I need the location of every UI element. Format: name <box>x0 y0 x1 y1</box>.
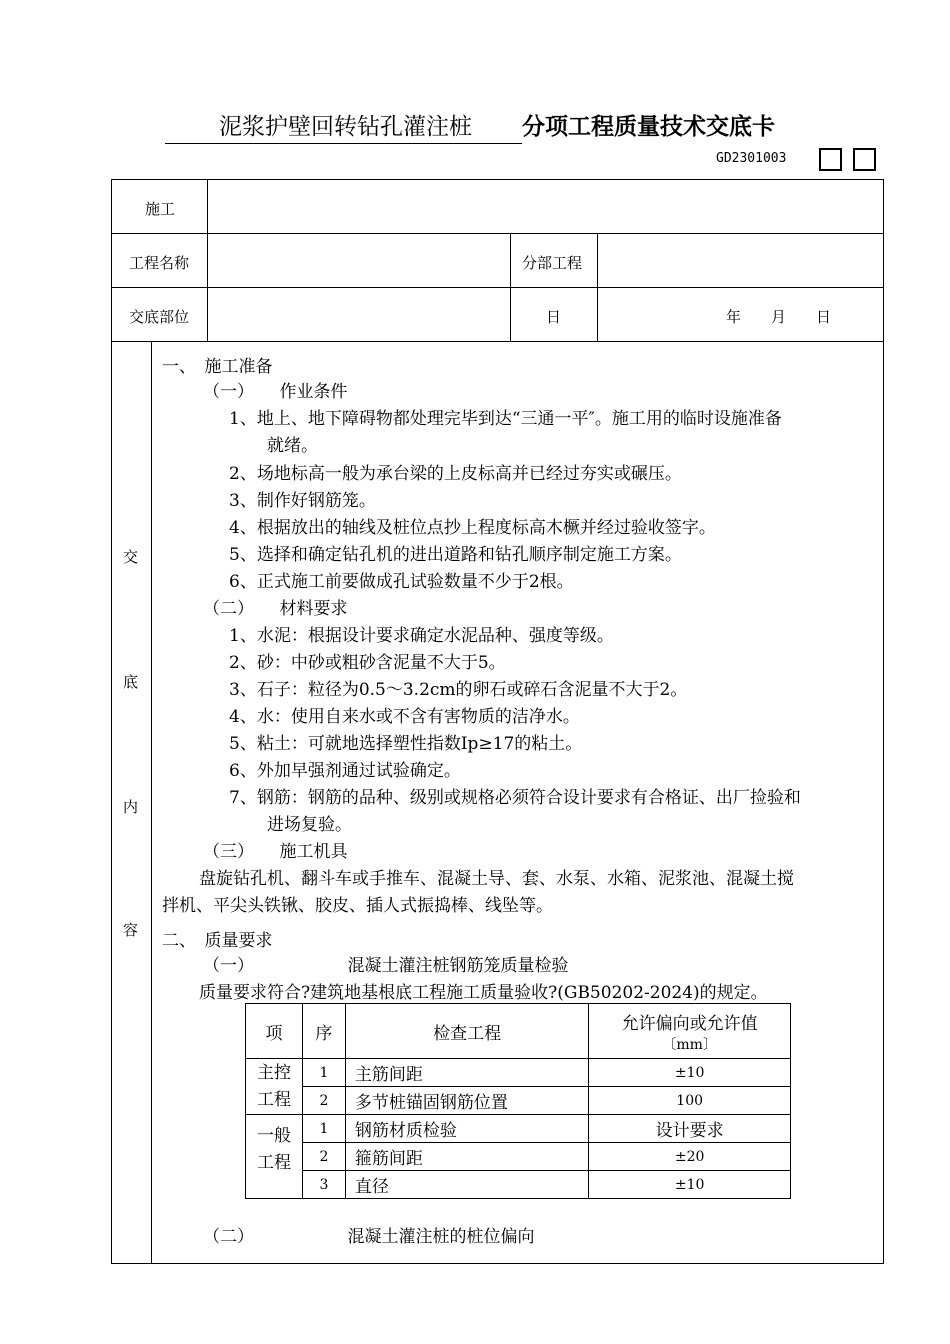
group-general <box>246 1115 303 1199</box>
condition-5: 5、选择和确定钻孔机的进出道路和钻孔顺序制定施工方案。 <box>229 545 682 565</box>
material-2: 2、砂：中砂或粗砂含泥量不大于5。 <box>229 653 506 673</box>
header-item: 项 <box>246 1004 303 1059</box>
date-field: 年 月 日 <box>726 308 832 326</box>
row-divider-2 <box>111 287 884 288</box>
tools-line-1: 盘旋钻孔机、翻斗车或手推车、混凝土导、套、水泵、水箱、泥浆池、混凝土搅 <box>199 869 794 889</box>
material-7b: 进场复验。 <box>267 815 352 835</box>
inspection-table <box>245 1003 791 1199</box>
table-row <box>246 1143 791 1171</box>
label-date: 日 <box>546 308 562 326</box>
table-row <box>246 1059 791 1087</box>
row-item: 主筋间距 <box>345 1059 588 1087</box>
label-disclosure-part: 交底部位 <box>129 308 190 326</box>
row-item: 直径 <box>345 1171 588 1199</box>
subsection-work-conditions: （一） 作业条件 <box>203 382 348 402</box>
side-column-divider <box>151 341 152 1264</box>
row-item: 钢筋材质检验 <box>345 1115 588 1143</box>
material-5: 5、粘土：可就地选择塑性指数Ip≥17的粘土。 <box>229 734 583 754</box>
subsection-materials: （二） 材料要求 <box>203 599 348 619</box>
table-header-row <box>246 1004 791 1059</box>
section-1-heading: 一、 施工准备 <box>162 357 273 377</box>
mid-column-divider-left <box>510 233 511 342</box>
row-value: ±10 <box>589 1171 791 1199</box>
table-row <box>246 1115 791 1143</box>
document-code: GD2301003 <box>716 151 787 166</box>
label-project-name: 工程名称 <box>129 254 190 272</box>
label-sub-project: 分部工程 <box>522 254 583 272</box>
side-label-char-1: 交 <box>123 548 139 566</box>
material-7a: 7、钢筋：钢筋的品种、级别或规格必须符合设计要求有合格证、出厂捡验和 <box>229 788 801 808</box>
side-label-char-3: 内 <box>123 798 139 816</box>
table-row <box>246 1087 791 1115</box>
header-tolerance <box>589 1004 791 1059</box>
condition-2: 2、场地标高一般为承台梁的上皮标高并已经过夯实或碾压。 <box>229 464 682 484</box>
checkbox-2[interactable] <box>853 148 876 171</box>
material-1: 1、水泥：根据设计要求确定水泥品种、强度等级。 <box>229 626 614 646</box>
section-2-heading: 二、 质量要求 <box>162 931 273 951</box>
label-construction: 施工 <box>145 200 176 218</box>
side-label-char-4: 容 <box>123 921 139 939</box>
material-4: 4、水：使用自来水或不含有害物质的洁净水。 <box>229 707 580 727</box>
row-item: 箍筋间距 <box>345 1143 588 1171</box>
group-general-label: 一般工程 <box>256 1126 291 1173</box>
group-main-control <box>246 1059 303 1115</box>
table-border-bottom <box>111 1263 884 1264</box>
header-tolerance-label: 允许偏向或允许值 <box>621 1013 758 1034</box>
row-no: 2 <box>302 1087 345 1115</box>
document-title <box>165 108 775 144</box>
group-main-control-label: 主控工程 <box>256 1062 291 1110</box>
title-project-name: 泥浆护壁回转钻孔灌注桩 <box>165 108 522 144</box>
row-value: ±20 <box>589 1143 791 1171</box>
title-card-name: 分项工程质量技术交底卡 <box>522 114 775 140</box>
table-border-top <box>111 179 884 180</box>
subsection-pile-deviation: （二） 混凝土灌注桩的桩位偏向 <box>203 1227 535 1247</box>
header-tolerance-unit: 〔mm〕 <box>662 1036 717 1053</box>
label-column-divider <box>207 179 208 342</box>
mid-column-divider-right <box>597 233 598 342</box>
tools-line-2: 拌机、平尖头铁锹、胶皮、插人式振捣棒、线坠等。 <box>162 896 553 916</box>
header-seq: 序 <box>302 1004 345 1059</box>
condition-1a: 1、地上、地下障碍物都处理完毕到达“三通一平″。施工用的临时设施准备 <box>229 409 782 429</box>
quality-standard-text: 质量要求符合?建筑地基根底工程施工质量验收?(GB50202-2024)的规定。 <box>199 983 768 1003</box>
table-border-right <box>883 179 884 1264</box>
checkbox-1[interactable] <box>819 148 842 171</box>
row-item: 多节桩锚固钢筋位置 <box>345 1087 588 1115</box>
row-divider-3 <box>111 341 884 342</box>
condition-1b: 就绪。 <box>267 436 318 456</box>
material-3: 3、石子：粒径为0.5～3.2cm的卵石或碎石含泥量不大于2。 <box>229 680 688 700</box>
condition-4: 4、根据放出的轴线及桩位点抄上程度标高木橛并经过验收签字。 <box>229 518 716 538</box>
table-border-left <box>111 179 112 1264</box>
row-no: 1 <box>302 1115 345 1143</box>
row-value: 设计要求 <box>589 1115 791 1143</box>
row-no: 3 <box>302 1171 345 1199</box>
header-check-item: 检查工程 <box>345 1004 588 1059</box>
row-divider-1 <box>111 233 884 234</box>
subsection-tools: （三） 施工机具 <box>203 842 348 862</box>
material-6: 6、外加早强剂通过试验确定。 <box>229 761 461 781</box>
row-no: 2 <box>302 1143 345 1171</box>
side-label-char-2: 底 <box>123 673 139 691</box>
row-no: 1 <box>302 1059 345 1087</box>
subsection-cage-inspection: （一） 混凝土灌注桩钢筋笼质量检验 <box>203 956 569 976</box>
table-row <box>246 1171 791 1199</box>
condition-6: 6、正式施工前要做成孔试验数量不少于2根。 <box>229 572 574 592</box>
row-value: 100 <box>589 1087 791 1115</box>
condition-3: 3、制作好钢筋笼。 <box>229 491 376 511</box>
row-value: ±10 <box>589 1059 791 1087</box>
